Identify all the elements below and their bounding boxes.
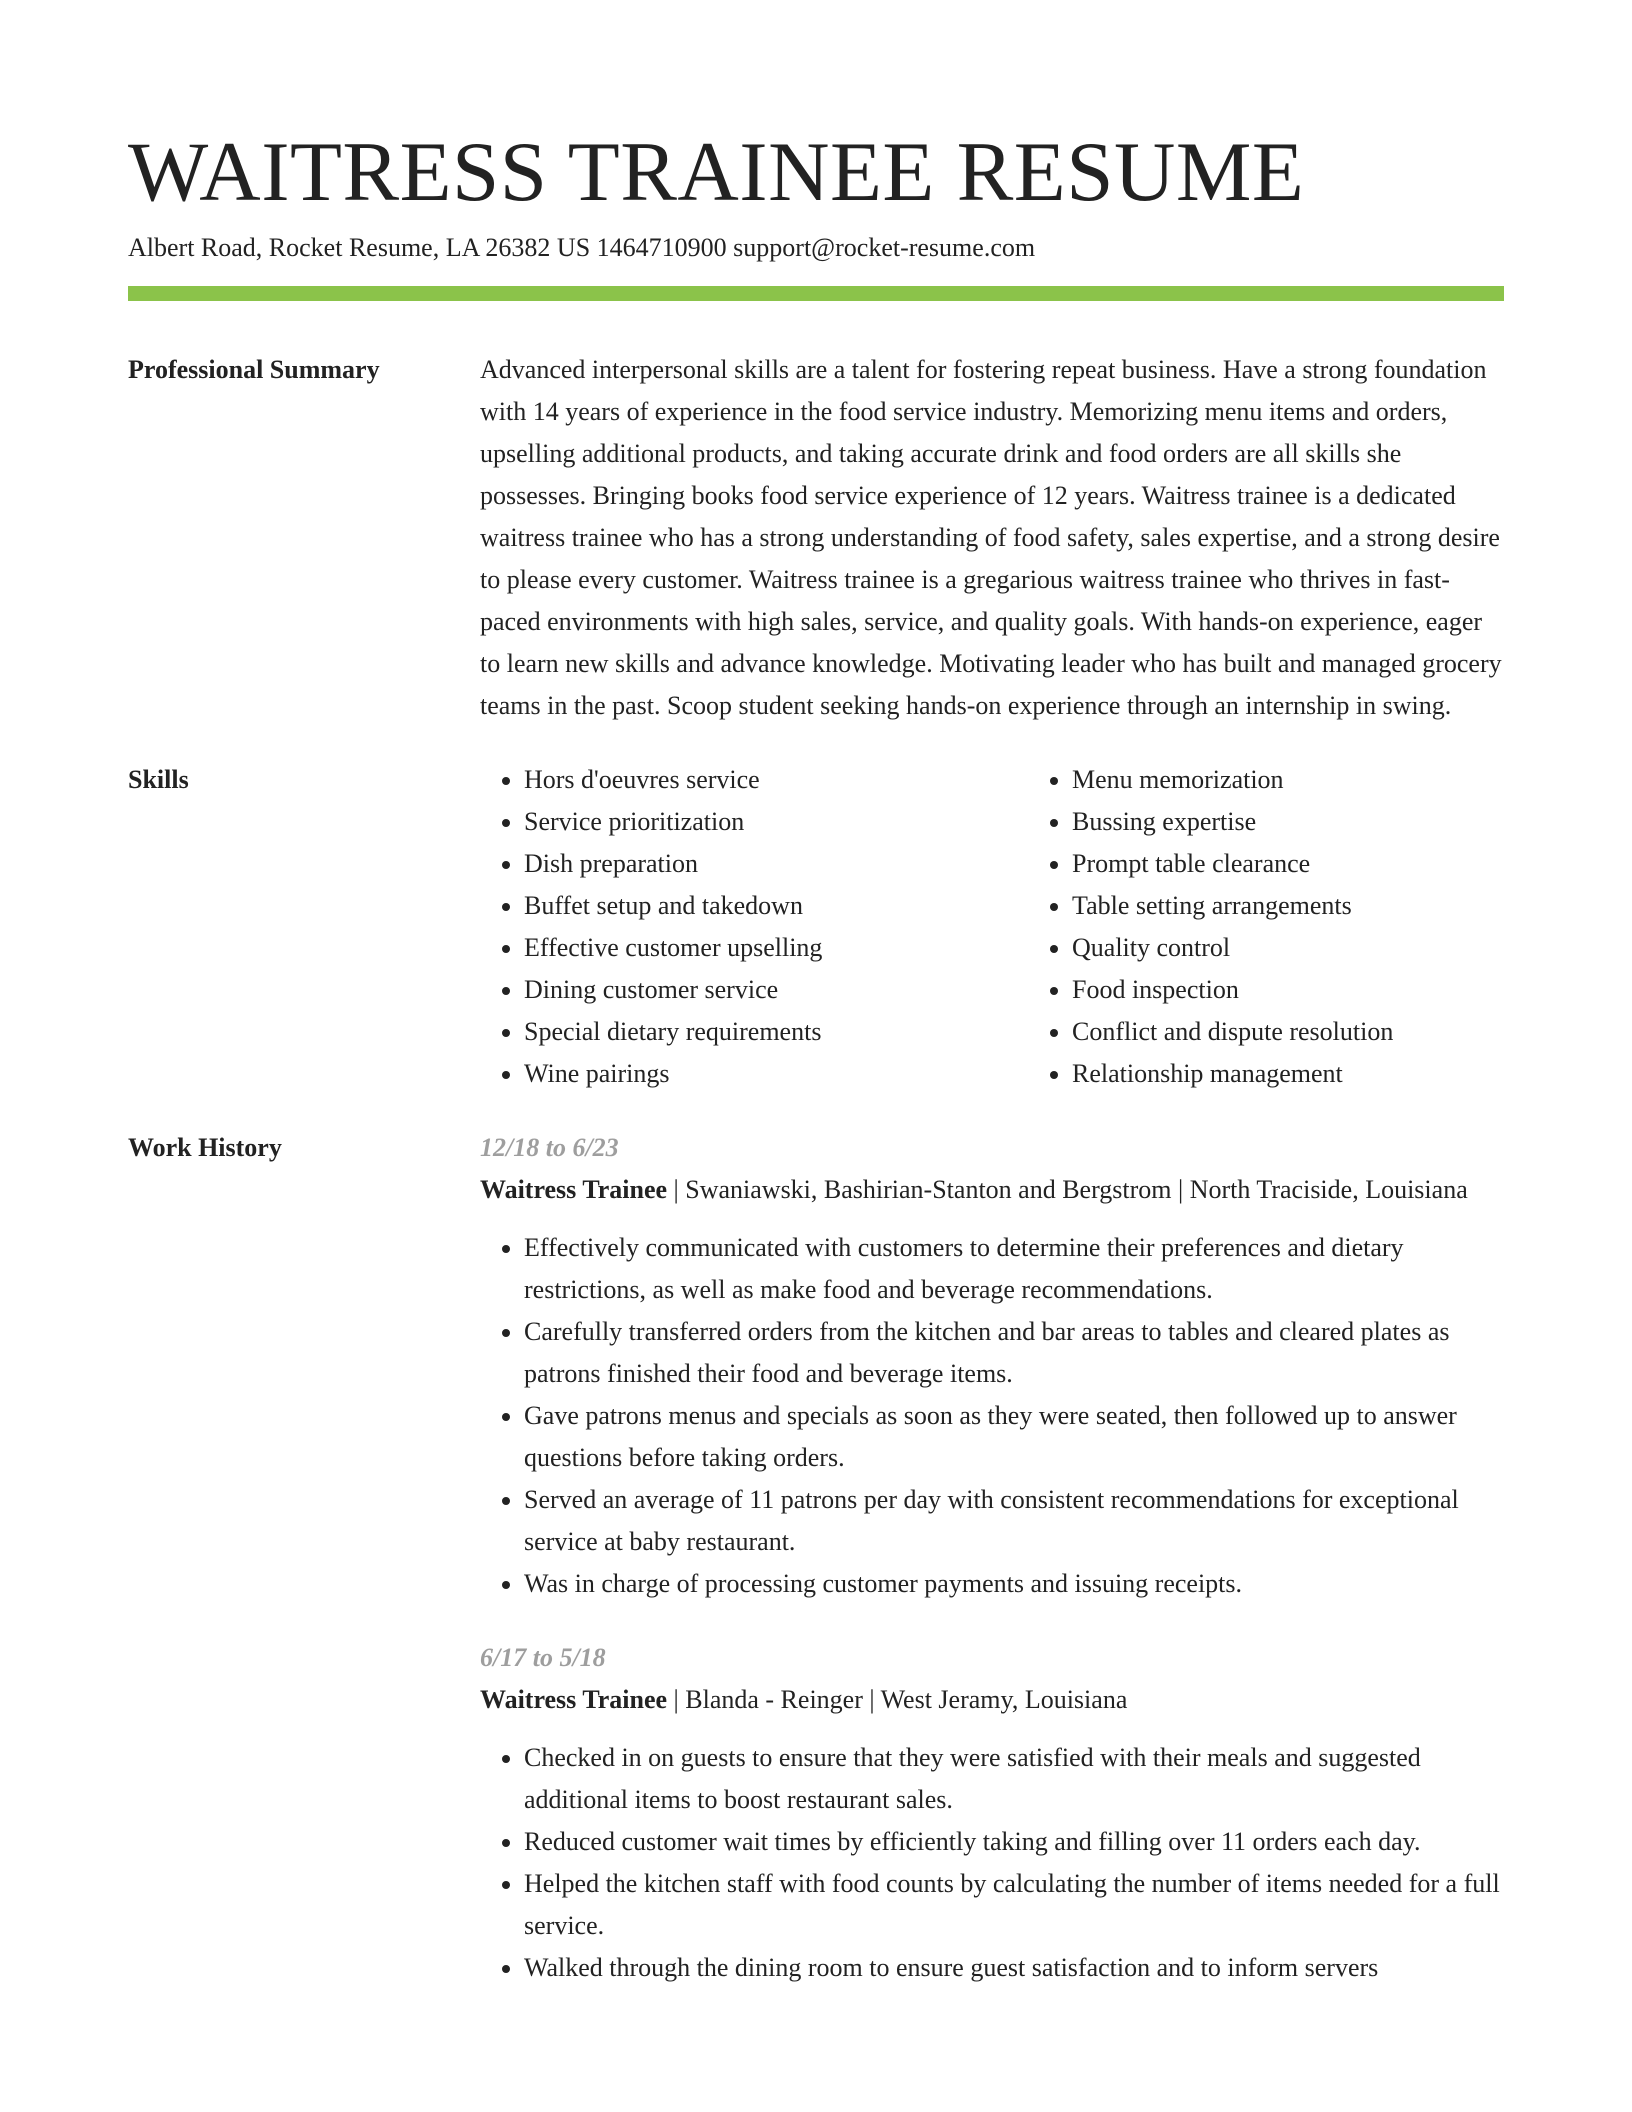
- job-bullets: [480, 1227, 1504, 1605]
- resume-page: [128, 122, 1504, 1989]
- skills-columns: [480, 759, 1576, 1095]
- job-bullet: • Walked through the dining room to ensure guest satisfaction and to inform servers: [524, 1947, 1504, 1989]
- job-title: Waitress Trainee: [480, 1685, 668, 1714]
- skill-item: • Dish preparation: [524, 843, 1028, 885]
- work-history-content: [480, 1127, 1504, 1989]
- skill-item: • Table setting arrangements: [1072, 885, 1576, 927]
- job-bullet: • Effectively communicated with customers to determine their preferences and dietary restrictions, as well as make food and beverage recommendations.: [524, 1227, 1504, 1311]
- job-details: | Swaniawski, Bashirian-Stanton and Bergstrom | North Traciside, Louisiana: [667, 1175, 1468, 1204]
- summary-content: [480, 349, 1504, 727]
- job-bullet: • Carefully transferred orders from the kitchen and bar areas to tables and cleared plates as patrons finished their food and beverage items.: [524, 1311, 1504, 1395]
- skill-item: • Effective customer upselling: [524, 927, 1028, 969]
- skills-section: [128, 759, 1504, 1095]
- job-entry: [480, 1127, 1504, 1605]
- job-dates: 12/18 to 6/23: [480, 1133, 619, 1162]
- job-header: [480, 1679, 1504, 1721]
- skill-item: • Prompt table clearance: [1072, 843, 1576, 885]
- skills-list-right: [1028, 759, 1576, 1095]
- skill-item: • Special dietary requirements: [524, 1011, 1028, 1053]
- work-history-label: Work History: [128, 1133, 282, 1162]
- skill-item: • Service prioritization: [524, 801, 1028, 843]
- job-dates: 6/17 to 5/18: [480, 1643, 606, 1672]
- job-bullets: [480, 1737, 1504, 1989]
- resume-title: WAITRESS TRAINEE RESUME: [128, 125, 1305, 219]
- summary-label: Professional Summary: [128, 355, 380, 384]
- skill-item: • Dining customer service: [524, 969, 1028, 1011]
- skills-list-left: [480, 759, 1028, 1095]
- skills-label: Skills: [128, 765, 189, 794]
- summary-text: Advanced interpersonal skills are a talent for fostering repeat business. Have a strong foundation with 14 years of experience in the food service industry. Memorizing menu items and orders, upselling additional products, and taking accurate drink and food orders are all skills she possesses. Bringing books food service experience of 12 years. Waitress trainee is a dedicated waitress trainee who has a strong understanding of food safety, sales expertise, and a strong desire to please every customer. Waitress trainee is a gregarious waitress trainee who thrives in fast-paced environments with high sales, service, and quality goals. With hands-on experience, eager to learn new skills and advance knowledge. Motivating leader who has built and managed grocery teams in the past. Scoop student seeking hands-on experience through an internship in swing.: [480, 355, 1502, 720]
- skill-item: • Relationship management: [1072, 1053, 1576, 1095]
- job-bullet: • Served an average of 11 patrons per day with consistent recommendations for exceptional service at baby restaurant.: [524, 1479, 1504, 1563]
- work-history-section: [128, 1127, 1504, 1989]
- job-bullet: • Reduced customer wait times by efficiently taking and filling over 11 orders each day.: [524, 1821, 1504, 1863]
- skill-item: • Menu memorization: [1072, 759, 1576, 801]
- skill-item: • Conflict and dispute resolution: [1072, 1011, 1576, 1053]
- skill-item: • Quality control: [1072, 927, 1576, 969]
- job-entry: [480, 1637, 1504, 1989]
- job-bullet: • Gave patrons menus and specials as soon as they were seated, then followed up to answer questions before taking orders.: [524, 1395, 1504, 1479]
- job-bullet: • Was in charge of processing customer payments and issuing receipts.: [524, 1563, 1504, 1605]
- accent-divider: [128, 286, 1504, 301]
- job-title: Waitress Trainee: [480, 1175, 668, 1204]
- skill-item: • Bussing expertise: [1072, 801, 1576, 843]
- job-bullet: • Helped the kitchen staff with food counts by calculating the number of items needed for a full service.: [524, 1863, 1504, 1947]
- job-bullet: • Checked in on guests to ensure that they were satisfied with their meals and suggested additional items to boost restaurant sales.: [524, 1737, 1504, 1821]
- contact-line: Albert Road, Rocket Resume, LA 26382 US 1464710900 support@rocket-resume.com: [128, 233, 1036, 262]
- summary-section: [128, 349, 1504, 727]
- job-details: | Blanda - Reinger | West Jeramy, Louisiana: [667, 1685, 1128, 1714]
- skill-item: • Food inspection: [1072, 969, 1576, 1011]
- job-header: [480, 1169, 1504, 1211]
- skill-item: • Wine pairings: [524, 1053, 1028, 1095]
- skill-item: • Hors d'oeuvres service: [524, 759, 1028, 801]
- skill-item: • Buffet setup and takedown: [524, 885, 1028, 927]
